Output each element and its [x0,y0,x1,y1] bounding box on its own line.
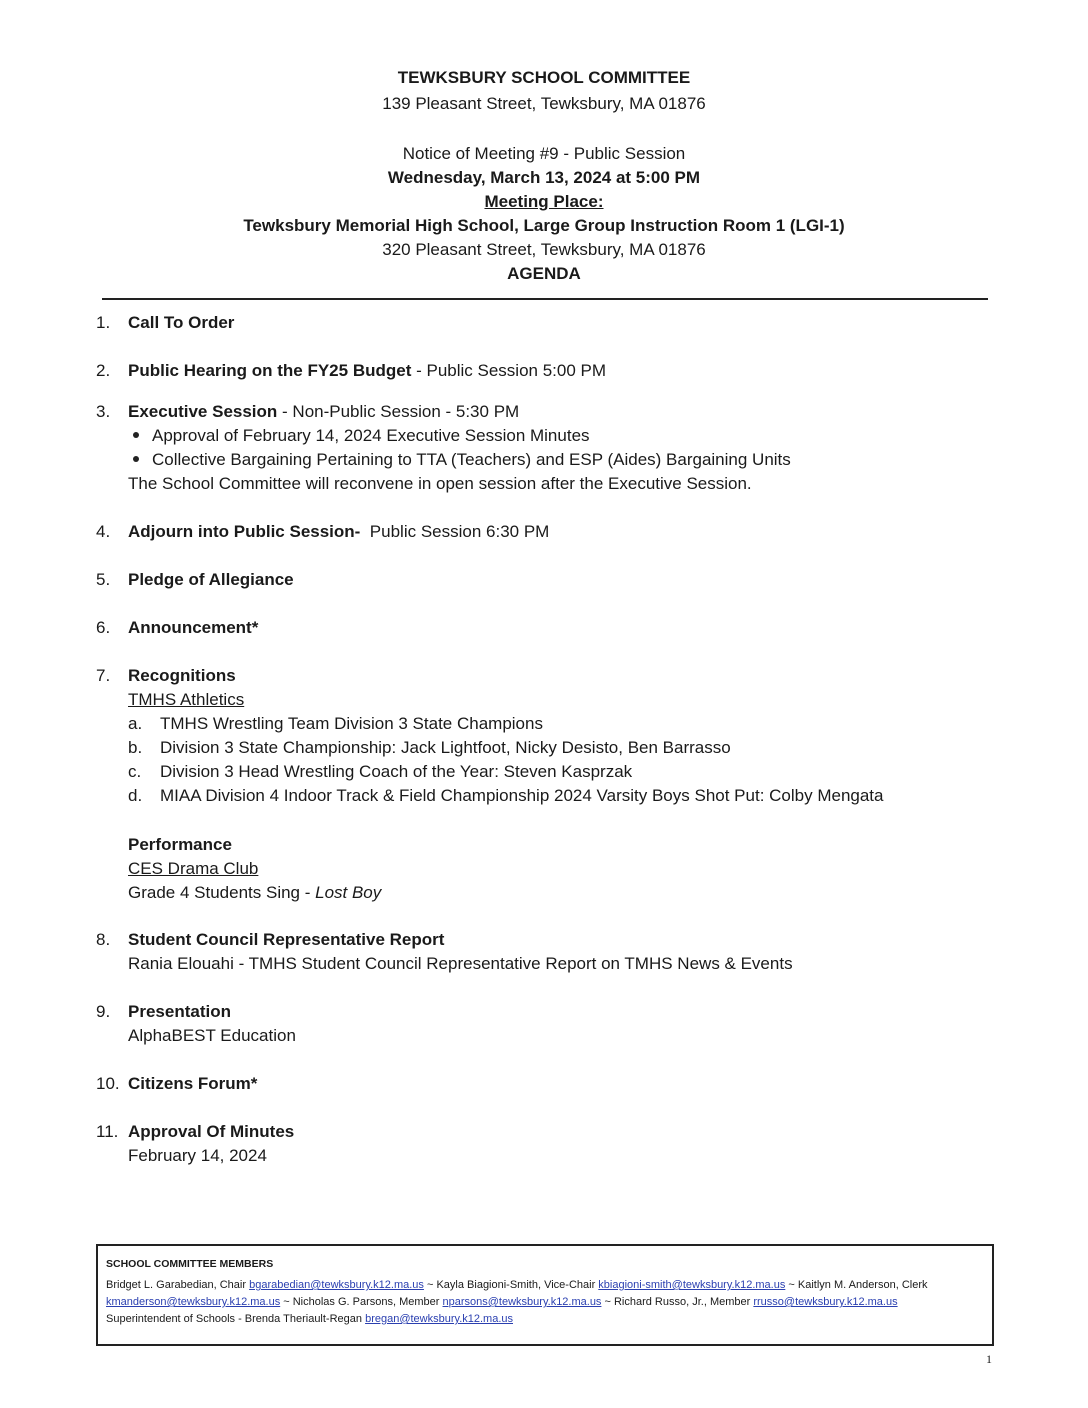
meeting-place-label: Meeting Place: [484,192,604,211]
bullet-icon [133,456,139,462]
agenda-item-9: 9. Presentation [96,1002,231,1021]
agenda-item-title: Presentation [128,1002,231,1021]
footer-line-2: kmanderson@tewksbury.k12.ma.us ~ Nicholas G. Parsons, Member nparsons@tewksbury.k12.ma.us ~ Richard Russo, Jr., Member rrusso@tewksbury.k12.ma.us [106,1296,898,1308]
agenda-item-title: Public Hearing on the FY25 Budget [128,361,412,380]
presentation-detail: AlphaBEST Education [128,1026,296,1045]
agenda-item-10: 10. Citizens Forum* [96,1074,258,1093]
agenda-item-11: 11. Approval Of Minutes [96,1122,295,1141]
committee-members-heading: SCHOOL COMMITTEE MEMBERS [106,1258,274,1270]
agenda-item-8: 8. Student Council Representative Report [96,930,445,949]
email-link[interactable]: rrusso@tewksbury.k12.ma.us [753,1296,898,1308]
agenda-item-3: 3. Executive Session - Non-Public Session - 5:30 PM [96,402,520,421]
recognitions-subheading: TMHS Athletics [128,690,245,709]
agenda-heading: AGENDA [507,264,581,283]
agenda-item-2: 2. Public Hearing on the FY25 Budget - Public Session 5:00 PM [96,361,607,380]
bullet-item: Approval of February 14, 2024 Executive Session Minutes [128,424,590,448]
email-link[interactable]: bgarabedian@tewksbury.k12.ma.us [249,1279,424,1291]
email-link[interactable]: kbiagioni-smith@tewksbury.k12.ma.us [598,1279,786,1291]
agenda-item-title: Recognitions [128,666,236,685]
agenda-item-title: Executive Session [128,402,278,421]
bullet-item: Collective Bargaining Pertaining to TTA (Teachers) and ESP (Aides) Bargaining Units [128,448,791,472]
org-title: TEWKSBURY SCHOOL COMMITTEE [397,68,691,87]
performance-detail: Grade 4 Students Sing - Lost Boy [128,883,382,902]
student-report-detail: Rania Elouahi - TMHS Student Council Representative Report on TMHS News & Events [128,954,793,973]
agenda-item-title: Citizens Forum* [128,1074,258,1093]
agenda-item-1: 1. Call To Order [96,313,235,332]
email-link[interactable]: bregan@tewksbury.k12.ma.us [365,1313,513,1325]
agenda-item-title: Student Council Representative Report [128,930,445,949]
bullet-icon [133,432,139,438]
meeting-place: Tewksbury Memorial High School, Large Group Instruction Room 1 (LGI-1) [243,216,845,235]
footer-line-1: Bridget L. Garabedian, Chair bgarabedian@tewksbury.k12.ma.us ~ Kayla Biagioni-Smith, Vice-Chair kbiagioni-smith@tewksbury.k12.ma.us ~ Kaitlyn M. Anderson, Clerk [106,1279,928,1291]
org-address: 139 Pleasant Street, Tewksbury, MA 01876 [382,94,706,113]
agenda-item-4: 4. Adjourn into Public Session- Public Session 6:30 PM [96,522,550,541]
email-link[interactable]: nparsons@tewksbury.k12.ma.us [442,1296,602,1308]
performance-heading: Performance [128,835,232,854]
meeting-date: Wednesday, March 13, 2024 at 5:00 PM [387,168,701,187]
list-item: b. Division 3 State Championship: Jack Lightfoot, Nicky Desisto, Ben Barrasso [128,738,731,757]
agenda-item-6: 6. Announcement* [96,618,259,637]
executive-session-note: The School Committee will reconvene in open session after the Executive Session. [128,474,752,493]
agenda-item-5: 5. Pledge of Allegiance [96,570,294,589]
agenda-item-7: 7. Recognitions [96,666,236,685]
agenda-item-title: Adjourn into Public Session- [128,522,361,541]
list-item: a. TMHS Wrestling Team Division 3 State Champions [128,714,543,733]
agenda-item-title: Approval Of Minutes [128,1122,295,1141]
minutes-date: February 14, 2024 [128,1146,267,1165]
header-divider [102,298,988,300]
committee-members-box [96,1244,994,1346]
agenda-item-title: Pledge of Allegiance [128,570,294,589]
meeting-place-address: 320 Pleasant Street, Tewksbury, MA 01876 [382,240,706,259]
agenda-item-title: Call To Order [128,313,235,332]
list-item: d. MIAA Division 4 Indoor Track & Field Championship 2024 Varsity Boys Shot Put: Colby Mengata [128,786,884,805]
performance-group: CES Drama Club [128,859,259,878]
email-link[interactable]: kmanderson@tewksbury.k12.ma.us [106,1296,281,1308]
footer-line-3: Superintendent of Schools - Brenda Theriault-Regan bregan@tewksbury.k12.ma.us [106,1313,513,1325]
agenda-item-title: Announcement* [128,618,259,637]
list-item: c. Division 3 Head Wrestling Coach of the Year: Steven Kasprzak [128,762,633,781]
meeting-notice: Notice of Meeting #9 - Public Session [402,144,686,163]
page-number: 1 [986,1352,992,1366]
